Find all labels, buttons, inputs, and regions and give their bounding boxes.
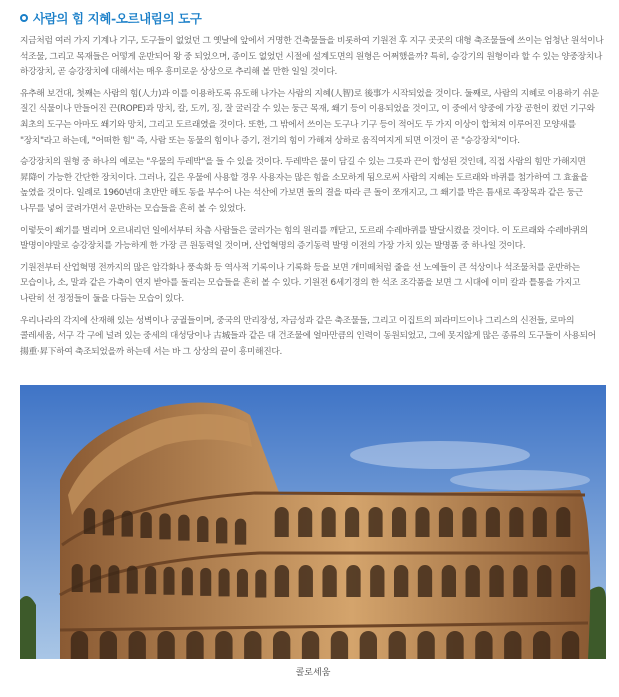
arch-opening (140, 512, 151, 538)
arch-opening (182, 567, 193, 595)
cloud (350, 441, 530, 469)
colosseum-illustration (20, 385, 606, 659)
arch-opening (389, 631, 406, 659)
arch-opening (322, 507, 336, 537)
arch-opening (237, 569, 248, 597)
section-header (20, 8, 605, 28)
arch-opening (129, 631, 146, 659)
arch-opening (71, 631, 88, 659)
arch-opening (513, 565, 527, 597)
arch-opening (442, 565, 456, 597)
arch-opening (72, 564, 83, 592)
arch-opening (509, 507, 523, 537)
arch-opening (302, 631, 319, 659)
paragraph-1: 지금처럼 여러 가지 기계나 기구, 도구들이 없었던 그 옛날에 앞에서 거명한 건축물들을 비롯하여 기원전 후 지구 곳곳의 대형 축조물들에 쓰이는 엄청난 원석이나 석조물, 그리고 목재들은 어떻게 운반되어 왕 중 되었으며, 종이도 없었던 시절에 설계도면의 원형은 어쩌했을까? 특히, 승강기의 원형이라 할 수 있는 양중장치나 하강장치, 곧 승강장치에 대해서는 매우 흥미로운 상상으로 추리해 볼 만한 일일 것이다. (20, 36, 604, 78)
arch-opening (216, 517, 227, 543)
arch-opening (533, 631, 550, 659)
arch-opening (197, 516, 208, 542)
tree-left (20, 596, 36, 659)
arch-opening (489, 565, 503, 597)
arch-opening (145, 566, 156, 594)
arch-opening (298, 507, 312, 537)
arch-opening (108, 565, 119, 593)
arch-opening (439, 507, 453, 537)
arch-opening (235, 519, 246, 545)
arch-opening (537, 565, 551, 597)
cloud (450, 470, 590, 490)
paragraph-4: 이렇듯이 쐐기를 벌리며 오르내리던 일에서부터 차츰 사람들은 굴러가는 힘의 원리를 깨닫고, 도르래 수레바퀴를 발달시켰을 것이다. 이 도르래와 수레바퀴의 발명이야말로 승강장치를 가능하게 한 가장 큰 원동력일 것이며, 산업혁명의 증기동력 발명 이전의 가장 가치 있는 발명품 중 하나일 것이다. (20, 225, 588, 252)
arch-opening (346, 565, 360, 597)
arch-opening (244, 631, 261, 659)
arch-opening (486, 507, 500, 537)
arch-opening (299, 565, 313, 597)
arch-opening (345, 507, 359, 537)
arch-opening (275, 565, 289, 597)
arch-opening (90, 565, 101, 593)
colosseum-photo (20, 385, 606, 659)
arch-opening (122, 511, 133, 537)
arch-opening (331, 631, 348, 659)
arch-opening (84, 508, 95, 534)
circle-bullet-icon (20, 14, 28, 22)
arch-opening (178, 515, 189, 541)
arch-opening (322, 565, 336, 597)
arch-opening (127, 566, 138, 594)
arch-opening (186, 631, 203, 659)
arch-opening (163, 567, 174, 595)
arch-opening (561, 565, 575, 597)
arch-opening (200, 568, 211, 596)
paragraph-5: 기원전부터 산업혁명 전까지의 많은 암각화나 풍속화 등 역사적 기록이나 기록화 등을 보면 개미떼처럼 줄을 선 노예들이 큰 석상이나 석조물처를 운반하는 모습이나, 소, 말과 같은 가축이 연지 받아를 돌리는 모습들을 흔히 볼 수 있다. 기원전 6세기경의 한 석조 조각품을 보면 그 시대에 이미 칼과 틀통을 가지고 나란히 선 정정들이 둘을 다듬는 모습이 있다. (20, 262, 581, 304)
arch-opening (103, 509, 114, 535)
arch-opening (275, 507, 289, 537)
arch-opening (255, 569, 266, 597)
arch-opening (369, 507, 383, 537)
arch-opening (360, 631, 377, 659)
arch-opening (392, 507, 406, 537)
arch-opening (418, 565, 432, 597)
arch-opening (394, 565, 408, 597)
paragraph-2: 유추해 보건대, 첫째는 사람의 힘(人力)과 이를 이용하도록 유도해 나가는 사람의 지혜(人智)로 後事가 시작되었을 것이다. 둘째로, 사람의 지혜로 이용하기 쉬운 질긴 식물이나 만들어진 끈(ROPE)과 망치, 칼, 도끼, 징, 잘 굴러갈 수 있는 둥근 목재, 쐐기 등이 이용되었을 것이고, 이 중에서 양중에 가장 공헌이 컸던 기구와 최초의 도구는 아마도 쐐기와 망치, 그리고 도르래였을 것이다. 또한, 그 밖에서 쓰이는 도구나 기구 등이 적어도 두 가지 이상이 합쳐져 이루어진 모양새를 "장치"라고 하는데, "어떠한 힘" 즉, 사람 또는 동물의 힘이나 증기, 전기의 힘이 가해져 상하로 움직여지게 되면 이것이 곧 "승강장치"이다. (20, 88, 599, 146)
arch-opening (417, 631, 434, 659)
arch-opening (446, 631, 463, 659)
arch-opening (462, 507, 476, 537)
arch-opening (100, 631, 117, 659)
arch-opening (415, 507, 429, 537)
arch-opening (273, 631, 290, 659)
arch-opening (157, 631, 174, 659)
arch-opening (159, 513, 170, 539)
paragraph-6: 우리나라의 각지에 산재해 있는 성벽이나 궁궐들이며, 중국의 만리장성, 자금성과 같은 축조물들, 그리고 이집트의 피라미드이나 그리스의 신전들, 로마의 콜레세움, 서구 각 구에 널려 있는 중세의 대성당이나 古城들과 같은 대 건조물에 얼마만큼의 인력이 동원되었고, 그에 못지않게 많은 종류의 도구들이 사용되어 揚重·昇下하여 축조되었을까 하는데 서는 바 그 상상의 끝이 흥미해진다. (20, 315, 596, 357)
arch-opening (219, 568, 230, 596)
arch-opening (215, 631, 232, 659)
arch-opening (556, 507, 570, 537)
arch-opening (504, 631, 521, 659)
arch-opening (466, 565, 480, 597)
figure-caption: 콜로세움 (295, 668, 331, 678)
arch-opening (475, 631, 492, 659)
section-title: 사람의 힘 지혜-오르내림의 도구 (33, 11, 202, 26)
arch-opening (533, 507, 547, 537)
paragraph-3: 승강장치의 원형 중 하나의 예로는 "우물의 두레박"을 들 수 있을 것이다. 두레박은 물이 담길 수 있는 그릇과 끈이 합성된 것인데, 직접 사람의 힘만 가해지면 昇降이 가능한 간단한 장치이다. 그러나, 깊은 우물에 사용할 경우 사용자는 많은 힘을 소모하게 됨으로써 사람의 지혜는 도르래와 바퀴를 첨가하여 그 효율을 높였을 것이다. 일례로 1960년대 초반만 해도 동을 부수어 나는 석산에 가보면 돌의 결을 따라 큰 돌이 쪼개지고, 그 쐐기를 박은 틈새로 족장목과 같은 둥근 나무를 넣어 굴려가면서 운반하는 모습들을 흔히 볼 수 있었다. (20, 157, 588, 214)
arch-opening (370, 565, 384, 597)
arch-opening (562, 631, 579, 659)
